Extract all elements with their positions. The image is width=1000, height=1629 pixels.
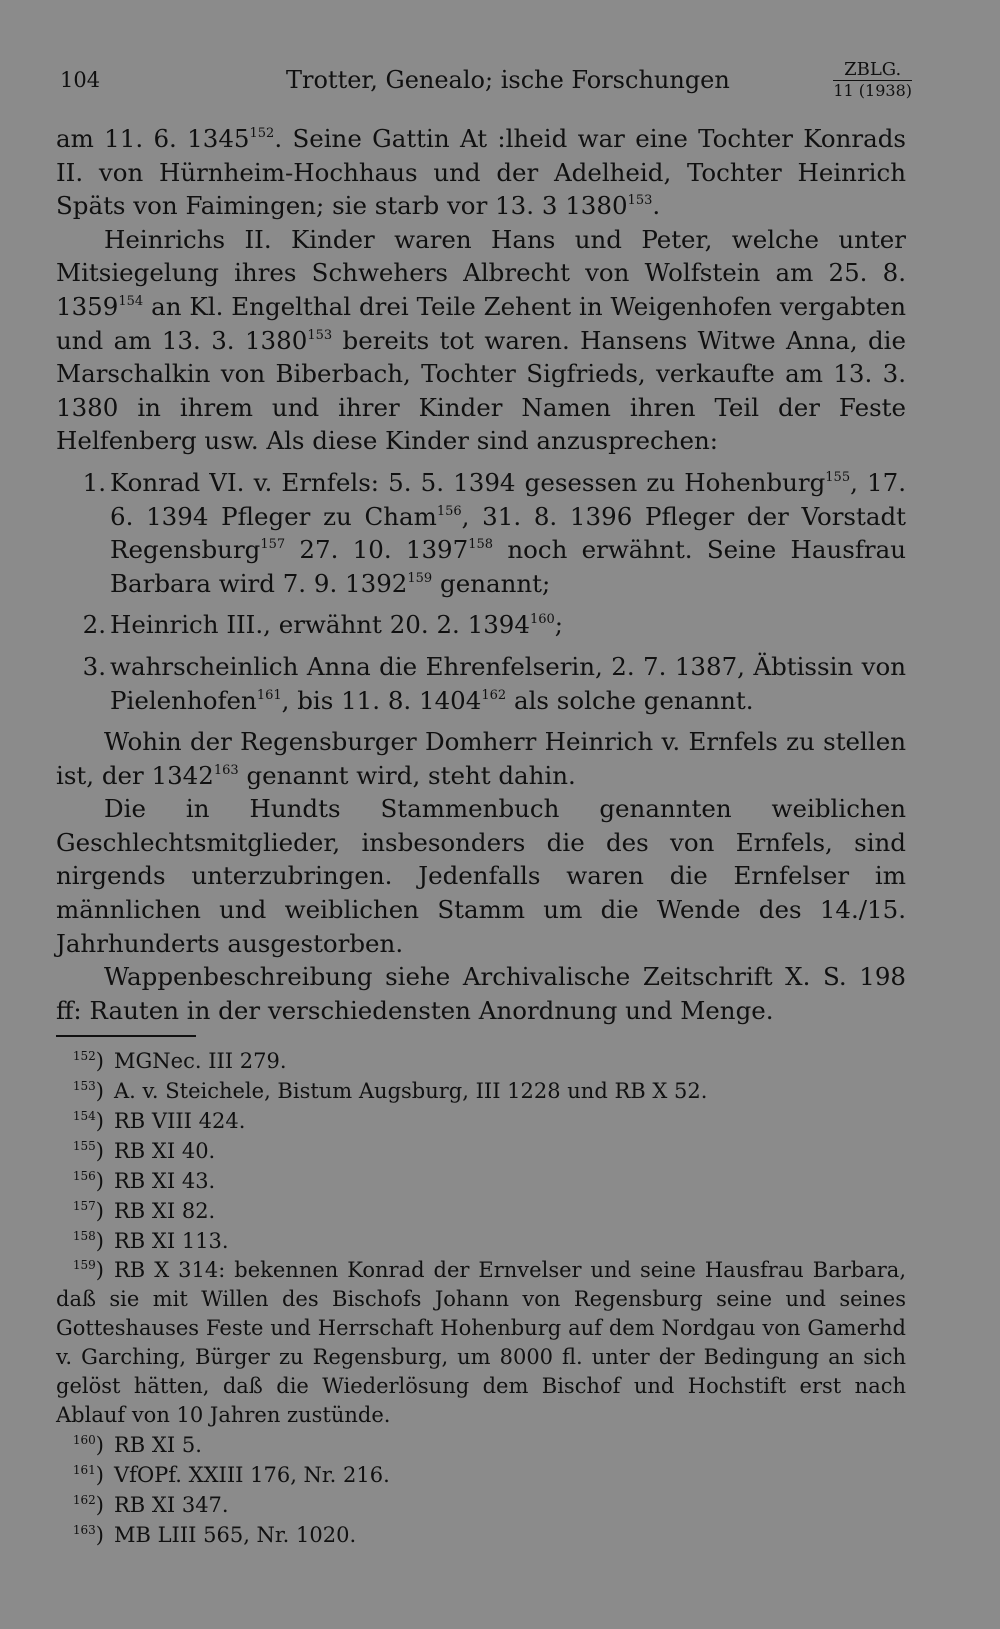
footnote: $^{153}$) A. v. Steichele, Bistum Augsburg, III 1228 und RB X 52. [72, 1079, 708, 1103]
paragraph: Die in Hundts Stammenbuch genannten weiblichen Geschlechtsmitglieder, insbesonders die des von Ernfels, sind nirgends unterzubringen. Jedenfalls waren die Ernfelser im männlichen und weiblichen Stamm um die Wende des 14./15. Jahrhunderts ausgestorben. [56, 794, 906, 958]
footnote-ref: 156 [436, 503, 462, 519]
footnote-number: 159 [72, 1258, 96, 1272]
footnote-ref: 160 [529, 612, 555, 628]
footnote: $^{157}$) RB XI 82. [72, 1199, 216, 1223]
footnote: $^{163}$) MB LIII 565, Nr. 1020. [72, 1523, 357, 1547]
footnote-ref: 163 [213, 762, 239, 778]
footnote-number: 161 [72, 1463, 96, 1477]
footnote-ref: 157 [260, 537, 286, 553]
footnote-text: RB XI 40. [114, 1139, 216, 1163]
footnote-ref: 152 [249, 126, 275, 141]
footnote-number: 160 [72, 1433, 96, 1447]
footnote: $^{154}$) RB VIII 424. [72, 1109, 246, 1133]
footnote-number: 156 [72, 1169, 96, 1183]
footnote: $^{160}$) RB XI 5. [72, 1433, 202, 1457]
journal-volume: 11 (1938) [833, 81, 912, 100]
footnote: $^{158}$) RB XI 113. [72, 1229, 229, 1253]
footnote: $^{162}$) RB XI 347. [72, 1493, 229, 1517]
footnote-ref: 161 [256, 687, 282, 703]
footnote-number: 162 [72, 1493, 96, 1507]
footnote-text: RB XI 113. [114, 1229, 229, 1253]
footnote-ref: 162 [481, 687, 507, 703]
paragraph: am 11. 6. 1345$^{152}$. Seine Gattin At :lheid war eine Tochter Konrads II. von Hürnheim-Hochhaus und der Adelheid, Tochter Heinrich Späts von Faimingen; sie starb vor 13. 3 1380$^{153}$. [56, 124, 906, 221]
footnote-text: MGNec. III 279. [114, 1049, 287, 1073]
list-item: 2. Heinrich III., erwähnt 20. 2. 1394$^{160}$; [56, 608, 906, 642]
list-item: 3. wahrscheinlich Anna die Ehrenfelserin, 2. 7. 1387, Äbtissin von Pielenhofen$^{161}$, bis 11. 8. 1404$^{162}$ als solche genannt. [56, 650, 906, 717]
list-number: 2. [82, 610, 106, 640]
footnote: $^{161}$) VfOPf. XXIII 176, Nr. 216. [72, 1463, 390, 1487]
footnote-number: 155 [72, 1139, 96, 1153]
running-header [60, 60, 912, 100]
footnote-ref: 153 [307, 327, 333, 343]
list-item: 1. Konrad VI. v. Ernfels: 5. 5. 1394 gesessen zu Hohenburg$^{155}$, 17. 6. 1394 Pfleger zu Cham$^{156}$, 31. 8. 1396 Pfleger der Vorstadt Regensburg$^{157}$ 27. 10. 1397$^{158}$ noch erwähnt. Seine Hausfrau Barbara wird 7. 9. 1392$^{159}$ genannt; [56, 466, 906, 600]
main-text [56, 122, 906, 1027]
footnote-text: MB LIII 565, Nr. 1020. [114, 1523, 357, 1547]
footnote-ref: 153 [627, 193, 653, 209]
footnote-text: RB XI 82. [114, 1199, 216, 1223]
footnote-text: VfOPf. XXIII 176, Nr. 216. [114, 1463, 390, 1487]
footnote-ref: 158 [468, 537, 494, 553]
running-title: Trotter, Genealo; ische Forschungen [286, 66, 730, 94]
footnote-number: 154 [72, 1109, 96, 1123]
footnote: $^{156}$) RB XI 43. [72, 1169, 216, 1193]
paragraph: Wohin der Regensburger Domherr Heinrich v. Ernfels zu stellen ist, der 1342$^{163}$ genannt wird, steht dahin. [56, 727, 906, 790]
footnotes [56, 1046, 906, 1550]
footnote-text: RB VIII 424. [114, 1109, 246, 1133]
paragraph: Wappenbeschreibung siehe Archivalische Zeitschrift X. S. 198 ff: Rauten in der verschiedensten Anordnung und Menge. [56, 962, 906, 1025]
footnote-number: 157 [72, 1199, 96, 1213]
footnote-text: A. v. Steichele, Bistum Augsburg, III 1228 und RB X 52. [114, 1079, 708, 1103]
footnote-divider [56, 1035, 196, 1037]
footnote-text: RB XI 347. [114, 1493, 229, 1517]
footnote-number: 163 [72, 1523, 96, 1537]
footnote-text: RB XI 43. [114, 1169, 216, 1193]
journal-abbrev: ZBLG. [833, 60, 912, 81]
footnote-text: RB XI 5. [114, 1433, 202, 1457]
footnote-number: 158 [72, 1229, 96, 1243]
footnote-text: RB X 314: bekennen Konrad der Ernvelser und seine Hausfrau Barbara, daß sie mit Willen des Bischofs Johann von Regensburg seine und seines Gotteshauses Feste und Herrschaft Hohenburg auf dem Nordgau von Gamerhd v. Garching, Bürger zu Regensburg, um 8000 fl. unter der Bedingung an sich gelöst hätten, daß die Wiederlösung dem Bischof und Hochstift erst nach Ablauf von 10 Jahren zustünde. [56, 1258, 906, 1427]
footnote-ref: 154 [118, 293, 144, 309]
footnote-number: 152 [72, 1049, 96, 1063]
footnote: $^{152}$) MGNec. III 279. [72, 1049, 287, 1073]
journal-reference [833, 60, 912, 101]
footnote-ref: 159 [407, 570, 433, 586]
list-number: 1. [82, 467, 106, 497]
footnote: $^{155}$) RB XI 40. [72, 1139, 216, 1163]
footnote-number: 153 [72, 1079, 96, 1093]
footnote: $^{159}$) RB X 314: bekennen Konrad der Ernvelser und seine Hausfrau Barbara, daß sie mit Willen des Bischofs Johann von Regensburg seine und seines Gotteshauses Feste und Herrschaft Hohenburg auf dem Nordgau von Gamerhd v. Garching, Bürger zu Regensburg, um 8000 fl. unter der Bedingung an sich gelöst hätten, daß die Wiederlösung dem Bischof und Hochstift erst nach Ablauf von 10 Jahren zustünde. [56, 1258, 906, 1427]
page-number: 104 [60, 68, 101, 92]
paragraph: Heinrichs II. Kinder waren Hans und Peter, welche unter Mitsiegelung ihres Schwehers Albrecht von Wolfstein am 25. 8. 1359$^{154}$ an Kl. Engelthal drei Teile Zehent in Weigenhofen vergabten und am 13. 3. 1380$^{153}$ bereits tot waren. Hansens Witwe Anna, die Marschalkin von Biberbach, Tochter Sigfrieds, verkaufte am 13. 3. 1380 in ihrem und ihrer Kinder Namen ihren Teil der Feste Helfenberg usw. Als diese Kinder sind anzusprechen: [56, 224, 907, 456]
list-number: 3. [82, 651, 106, 681]
footnote-ref: 155 [825, 469, 851, 485]
